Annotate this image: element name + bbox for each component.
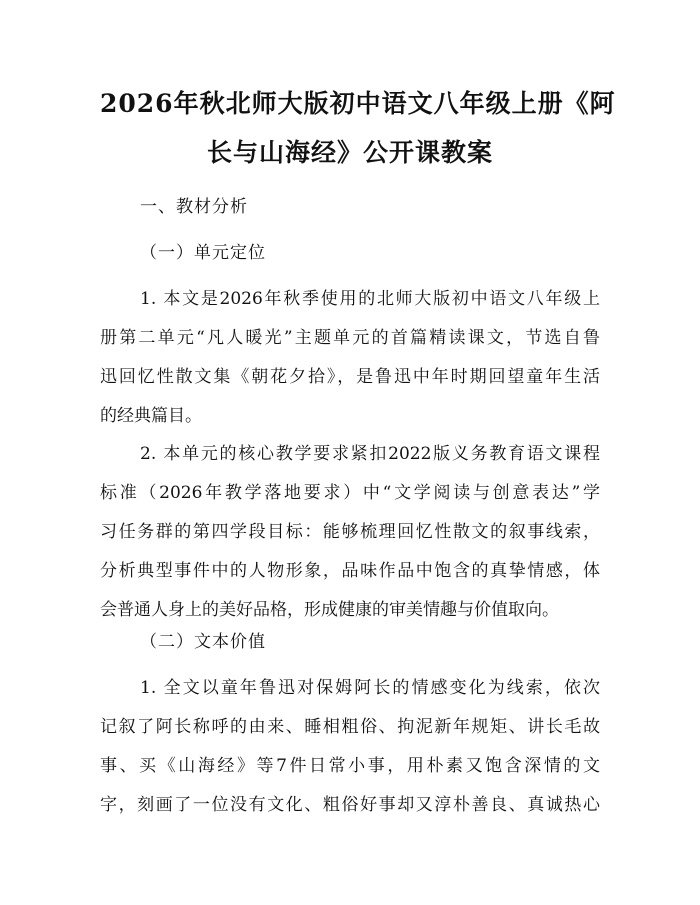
paragraph-text-value-1 — [100, 669, 600, 825]
paragraph-line: 事、买《山海经》等7件日常小事，用朴素又饱含深情的文 — [100, 756, 600, 776]
paragraph-line: 会普通人身上的美好品格，形成健康的审美情趣与价值取向。 — [100, 600, 559, 620]
paragraph-line: 分析典型事件中的人物形象，品味作品中饱含的真挚情感，体 — [100, 561, 600, 581]
paragraph-unit-position-2 — [100, 435, 600, 630]
paragraph-line: 1. 本文是2026年秋季使用的北师大版初中语文八年级上 — [140, 289, 600, 309]
paragraph-line: 的经典篇目。 — [100, 406, 202, 426]
document-title-line-1: 2026年秋北师大版初中语文八年级上册《阿 — [100, 89, 616, 118]
paragraph-line: 1. 全文以童年鲁迅对保姆阿长的情感变化为线索，依次 — [140, 678, 600, 698]
document-title-line-2: 长与山海经》公开课教案 — [206, 138, 493, 167]
paragraph-line: 迅回忆性散文集《朝花夕拾》，是鲁迅中年时期回望童年生活 — [100, 367, 600, 387]
paragraph-line: 2. 本单元的核心教学要求紧扣2022版义务教育语文课程 — [140, 444, 600, 464]
subsection-heading-unit-position: （一）单元定位 — [140, 243, 266, 263]
paragraph-line: 册第二单元“凡人暖光”主题单元的首篇精读课文，节选自鲁 — [100, 328, 600, 348]
subsection-heading-text-value: （二）文本价值 — [140, 632, 266, 652]
paragraph-line: 习任务群的第四学段目标：能够梳理回忆性散文的叙事线索， — [100, 522, 600, 542]
paragraph-line: 记叙了阿长称呼的由来、睡相粗俗、拘泥新年规矩、讲长毛故 — [100, 717, 600, 737]
paragraph-line: 标准（2026年教学落地要求）中“文学阅读与创意表达”学 — [100, 483, 600, 503]
paragraph-line: 字，刻画了一位没有文化、粗俗好事却又淳朴善良、真诚热心 — [100, 795, 600, 815]
paragraph-unit-position-1 — [100, 280, 600, 436]
section-heading-textbook-analysis: 一、教材分析 — [140, 197, 248, 217]
